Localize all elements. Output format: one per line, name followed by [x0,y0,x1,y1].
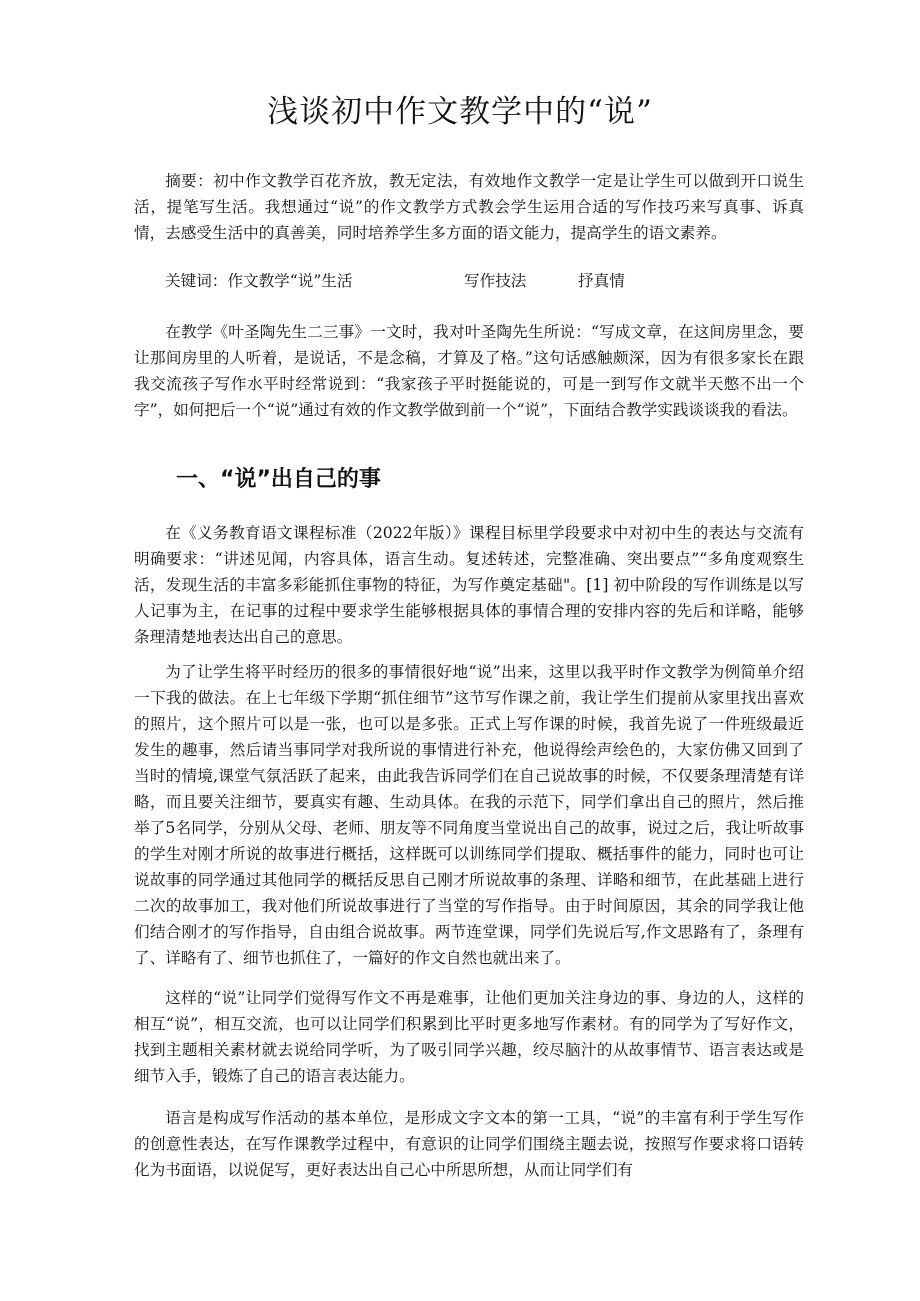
intro-paragraph: 在教学《叶圣陶先生二三事》一文时，我对叶圣陶先生所说：“写成文章，在这间房里念，要让那间房里的人听着，是说话，不是念稿，才算及了格。”这句话感触颇深，因为有很多家长在跟我交流孩子写作水平时经常说到：“我家孩子平时挺能说的，可是一到写作文就半天憋不出一个字”，如何把后一个“说”通过有效的作文教学做到前一个“说”，下面结合教学实践谈谈我的看法。 [134,323,804,419]
body-paragraph-4: 语言是构成写作活动的基本单位，是形成文字文本的第一工具，“说”的丰富有利于学生写作的创意性表达，在写作课教学过程中，有意识的让同学们围绕主题去说，按照写作要求将口语转化为书面语，以说促写，更好表达出自己心中所思所想，从而让同学们有 [134,1109,804,1179]
section-heading: 一、“说”出自己的事 [176,467,381,492]
keyword-true-feelings: 抒真情 [578,272,625,290]
body-paragraph-1: 在《义务教育语文课程标准（2022年版）》课程目标里学段要求中对初中生的表达与交流有明确要求：“讲述见闻，内容具体，语言生动。复述转述，完整准确、突出要点”“多角度观察生活，发现生活的丰富多彩能抓住事物的特征，为写作奠定基础"。[1] 初中阶段的写作训练是以写人记事为主，在记事的过程中要求学生能够根据具体的事情合理的安排内容的先后和详略，能够条理清楚地表达出自己的意思。 [134,524,804,646]
keyword-writing-technique: 写作技法 [464,272,527,290]
page-title: 浅谈初中作文教学中的“说” [267,94,653,130]
keywords-label: 关键词：作文教学“说”生活 [165,272,353,290]
body-paragraph-2: 为了让学生将平时经历的很多的事情很好地“说”出来，这里以我平时作文教学为例简单介绍一下我的做法。在上七年级下学期“抓住细节”这节写作课之前，我让学生们提前从家里找出喜欢的照片，这个照片可以是一张，也可以是多张。正式上写作课的时候，我首先说了一件班级最近发生的趣事，然后请当事同学对我所说的事情进行补充，他说得绘声绘色的，大家仿佛又回到了当时的情境,课堂气氛活跃了起来，由此我告诉同学们在自己说故事的时候，不仅要条理清楚有详略，而且要关注细节，要真实有趣、生动具体。在我的示范下，同学们拿出自己的照片，然后推举了5名同学，分别从父母、老师、朋友等不同角度当堂说出自己的故事，说过之后，我让听故事的学生对刚才所说的故事进行概括，这样既可以训练同学们提取、概括事件的能力，同时也可让说故事的同学通过其他同学的概括反思自己刚才所说故事的条理、详略和细节，在此基础上进行二次的故事加工，我对他们所说故事进行了当堂的写作指导。由于时间原因，其余的同学我让他们结合刚才的写作指导，自由组合说故事。两节连堂课，同学们先说后写,作文思路有了，条理有了、详略有了、细节也抓住了，一篇好的作文自然也就出来了。 [134,663,804,967]
body-paragraph-3: 这样的“说”让同学们觉得写作文不再是难事，让他们更加关注身边的事、身边的人，这样的相互“说”，相互交流，也可以让同学们积累到比平时更多地写作素材。有的同学为了写好作文，找到主题相关素材就去说给同学听，为了吸引同学兴趣，绞尽脑汁的从故事情节、语言表达或是细节入手，锻炼了自己的语言表达能力。 [134,989,804,1085]
abstract-paragraph: 摘要：初中作文教学百花齐放，教无定法，有效地作文教学一定是让学生可以做到开口说生活，提笔写生活。我想通过“说”的作文教学方式教会学生运用合适的写作技巧来写真事、诉真情，去感受生活中的真善美，同时培养学生多方面的语文能力，提高学生的语文素养。 [134,172,804,242]
